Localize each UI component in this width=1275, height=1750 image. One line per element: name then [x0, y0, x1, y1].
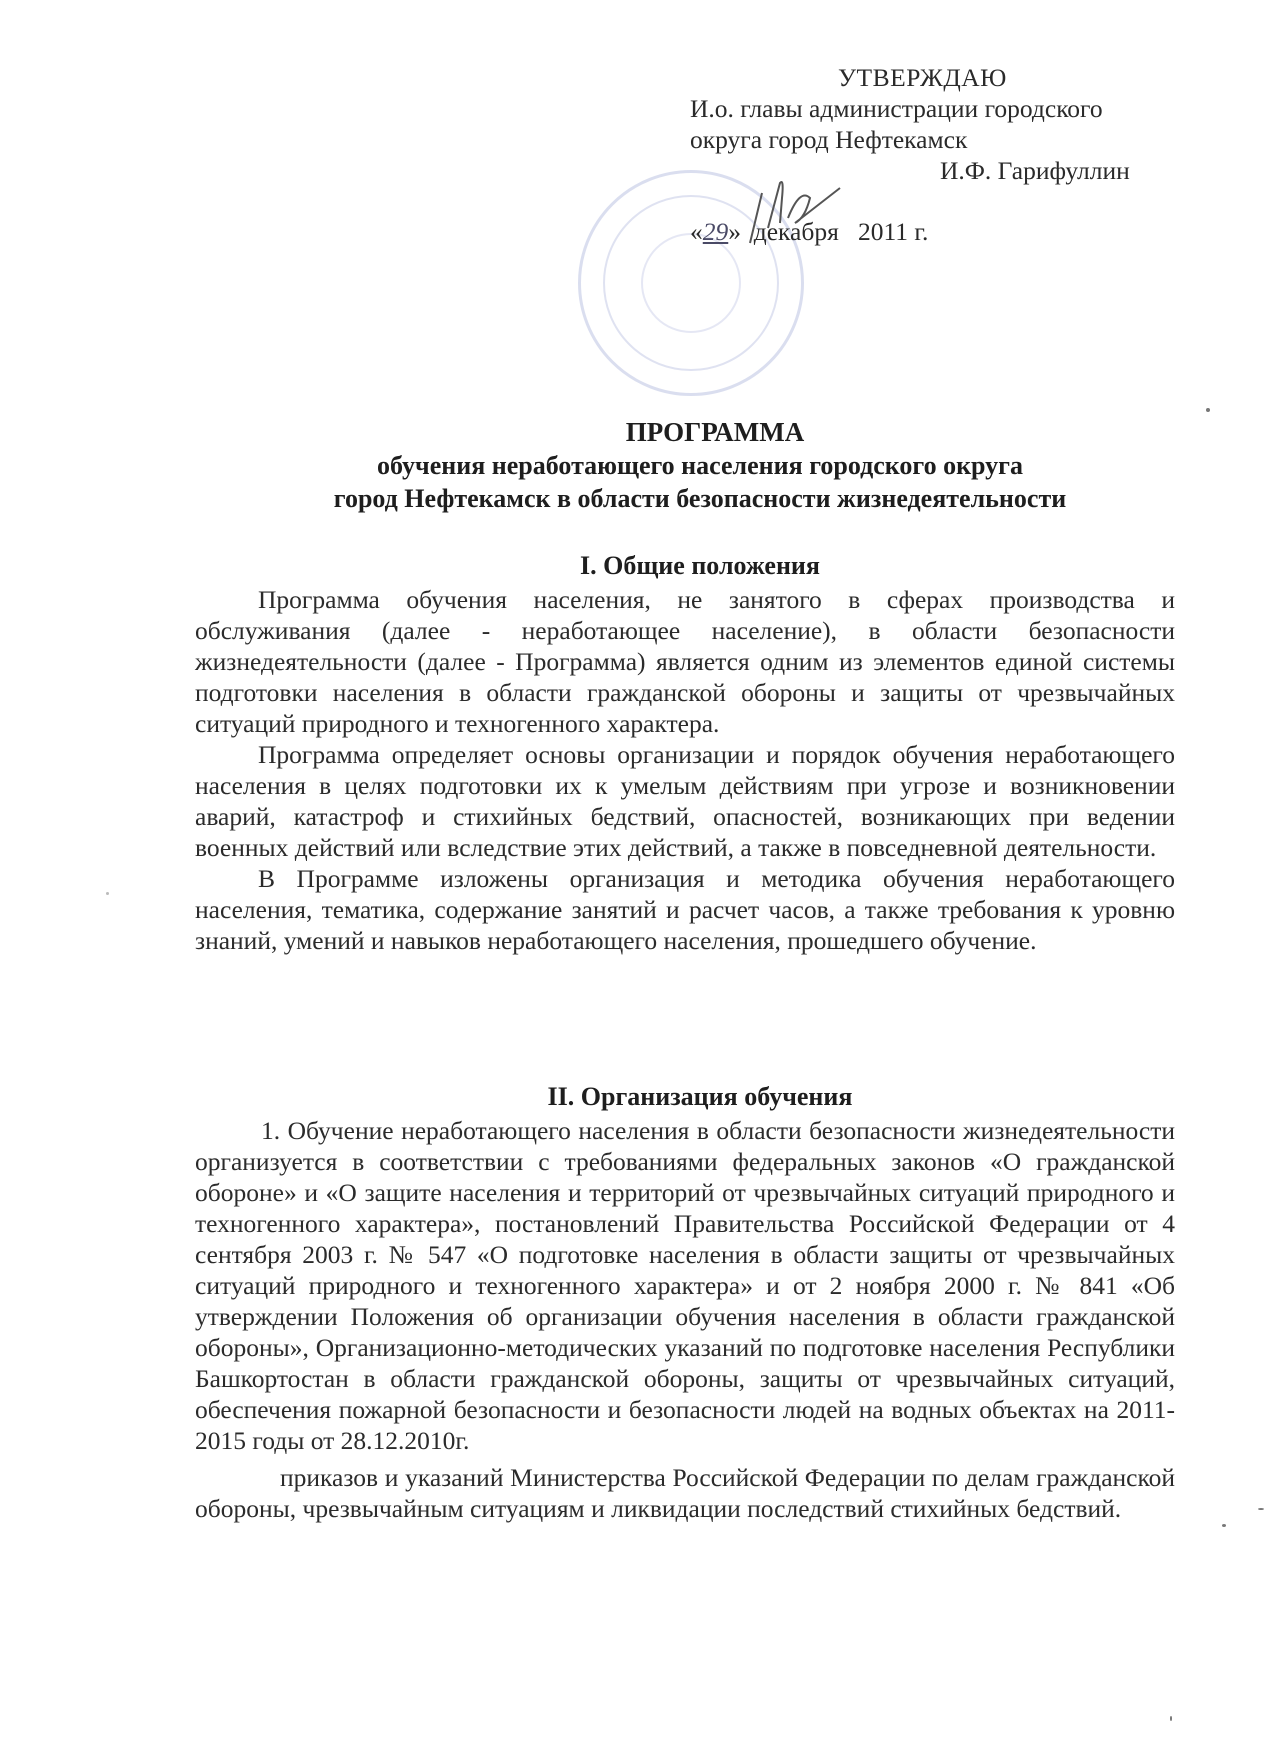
paragraph: приказов и указаний Министерства Российской Федерации по делам гражданской обороны, чрезвычайным ситуациям и ликвидации последствий стихийных бедствий. [195, 1463, 1175, 1523]
scan-speck [1206, 408, 1210, 412]
approval-heading: УТВЕРЖДАЮ [838, 63, 1007, 92]
paragraph: Программа обучения населения, не занятого в сферах производства и обслуживания (далее - неработающее население), в области безопасности жизнедеятельности (далее - Программа) является одним из элементов единой системы подготовки населения в области гражданской обороны и защиты от чрезвычайных ситуаций природного и техногенного характера. [195, 585, 1175, 738]
scan-speck [1258, 1508, 1264, 1510]
date-day: 29 [702, 217, 729, 246]
approval-signatory: И.Ф. Гарифуллин [940, 156, 1130, 185]
date-month-year: декабря 2011 г. [741, 217, 929, 246]
scan-speck [106, 892, 109, 895]
section-body-organization [195, 1115, 1175, 1524]
section-heading-organization: II. Организация обучения [547, 1082, 853, 1111]
paragraph: 1. Обучение неработающего населения в области безопасности жизнедеятельности организуется в соответствии с требованиями федеральных законов «О гражданской обороне» и «О защите населения и территорий от чрезвычайных ситуаций природного и техногенного характера», постановлений Правительства Российской Федерации от 4 сентября 2003 г. № 547 «О подготовке населения в области защиты от чрезвычайных ситуаций природного и техногенного характера» и от 2 ноября 2000 г. № 841 «Об утверждении Положения об организации обучения населения в области гражданской обороны», Организационно-методических указаний по подготовке населения Республики Башкортостан в области гражданской обороны, защиты от чрезвычайных ситуаций, обеспечения пожарной безопасности и безопасности людей на водных объектах на 2011-2015 годы от 28.12.2010г. [195, 1116, 1175, 1455]
title-sub-line1: обучения неработающего населения городского округа [377, 451, 1023, 480]
approval-date [690, 216, 1190, 247]
approval-position-line2: округа город Нефтекамск [690, 125, 968, 154]
document-title [200, 416, 1200, 515]
title-sub-line2: город Нефтекамск в области безопасности жизнедеятельности [333, 484, 1067, 513]
section-body-general [195, 584, 1175, 956]
title-main: ПРОГРАММА [625, 417, 805, 447]
paragraph: Программа определяет основы организации и порядок обучения неработающего населения в целях подготовки их к умелым действиям при угрозе и возникновении аварий, катастроф и стихийных бедствий, опасностей, возникающих при ведении военных действий или вследствие этих действий, а также в повседневной деятельности. [195, 740, 1175, 862]
date-open-quote: « [690, 217, 703, 246]
date-close-quote: » [728, 217, 741, 246]
scan-speck [1170, 1716, 1172, 1721]
approval-block [690, 62, 1190, 247]
paragraph: В Программе изложены организация и методика обучения неработающего населения, тематика, содержание занятий и расчет часов, а также требования к уровню знаний, умений и навыков неработающего населения, прошедшего обучение. [195, 864, 1175, 955]
approval-position-line1: И.о. главы администрации городского [690, 94, 1103, 123]
section-heading-general: I. Общие положения [580, 551, 820, 580]
scan-speck [1222, 1524, 1226, 1527]
